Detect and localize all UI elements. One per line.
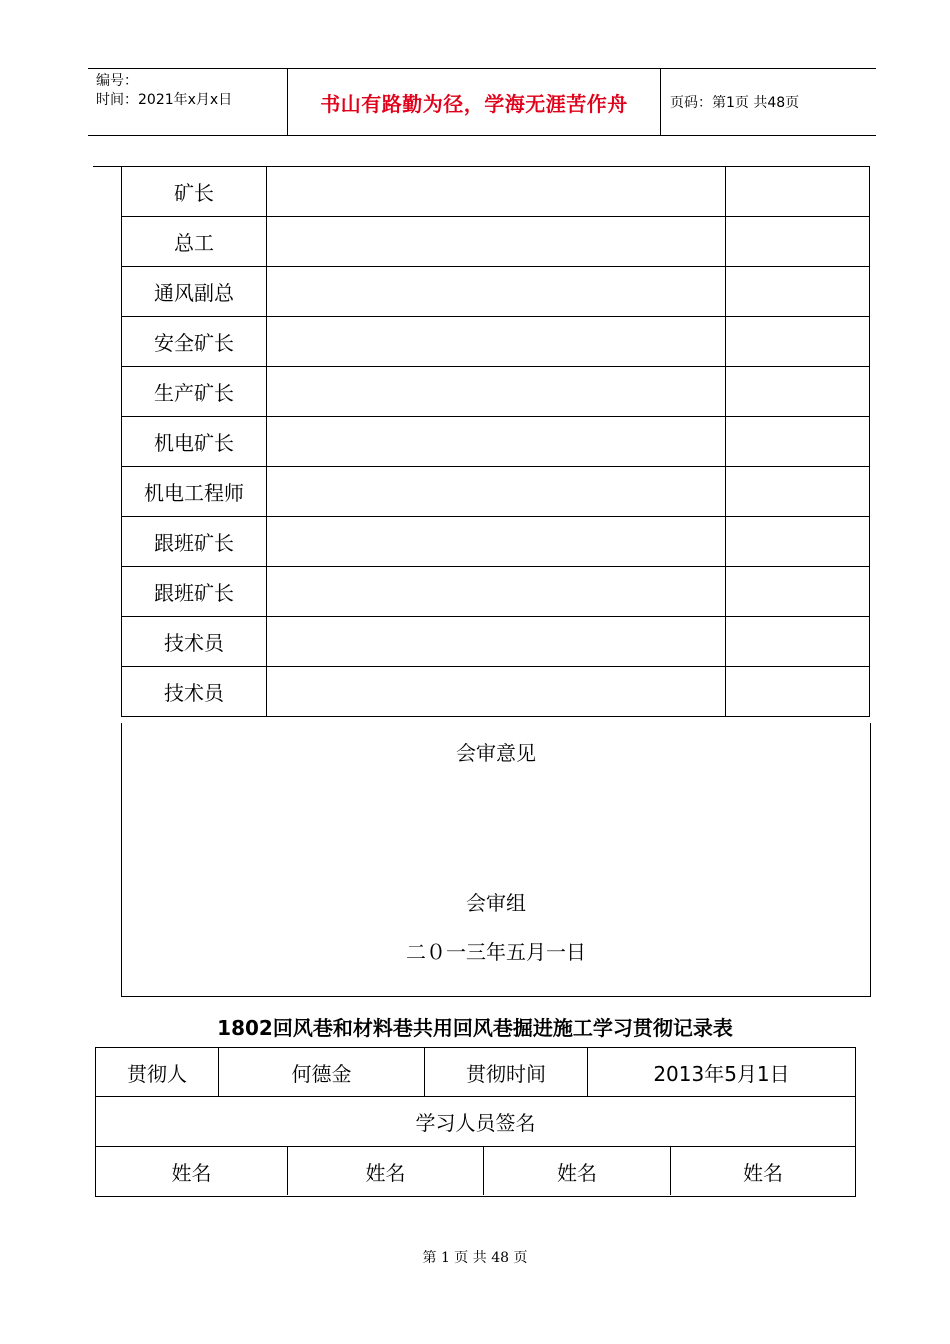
page-footer: 第 1 页 共 48 页 <box>422 1250 528 1266</box>
signature-row <box>122 317 870 367</box>
remark-cell[interactable] <box>726 417 870 467</box>
time-value: 2013年5月1日 <box>587 1048 855 1096</box>
remark-cell[interactable] <box>726 367 870 417</box>
role-label: 技术员 <box>122 617 267 667</box>
remark-cell[interactable] <box>726 217 870 267</box>
name-header: 姓名 <box>287 1147 483 1195</box>
signature-cell[interactable] <box>267 667 726 717</box>
role-label: 机电工程师 <box>122 467 267 517</box>
remark-cell[interactable] <box>726 467 870 517</box>
record-title: 1802回风巷和材料巷共用回风巷掘进施工学习贯彻记录表 <box>217 1016 733 1040</box>
name-header: 姓名 <box>670 1147 855 1195</box>
study-record-table <box>95 1047 856 1198</box>
signature-cell[interactable] <box>267 517 726 567</box>
signature-row <box>122 517 870 567</box>
signature-row <box>122 167 870 217</box>
signature-cell[interactable] <box>267 467 726 517</box>
role-label: 跟班矿长 <box>122 517 267 567</box>
signature-cell[interactable] <box>267 617 726 667</box>
time-label: 贯彻时间 <box>424 1048 587 1096</box>
signature-row <box>122 367 870 417</box>
role-label: 通风副总 <box>122 267 267 317</box>
name-header: 姓名 <box>171 1160 212 1185</box>
presenter-row <box>95 1047 856 1097</box>
signature-cell[interactable] <box>267 267 726 317</box>
table-stub-rule <box>93 166 122 167</box>
remark-cell[interactable] <box>726 667 870 717</box>
doc-number-label: 编号： <box>96 73 138 89</box>
signature-cell[interactable] <box>267 567 726 617</box>
role-label: 跟班矿长 <box>122 567 267 617</box>
signature-cell[interactable] <box>267 167 726 217</box>
signature-cell[interactable] <box>267 417 726 467</box>
header-page-info: 页码：第1页 共48页 <box>670 95 800 111</box>
review-group: 会审组 <box>466 891 526 915</box>
doc-time-label: 时间：2021年x月x日 <box>96 92 233 108</box>
signature-cell[interactable] <box>267 367 726 417</box>
signature-cell[interactable] <box>267 217 726 267</box>
remark-cell[interactable] <box>726 317 870 367</box>
signature-table <box>121 166 870 717</box>
header-motto: 书山有路勤为径，学海无涯苦作舟 <box>320 91 628 116</box>
signature-cell[interactable] <box>267 317 726 367</box>
header-divider <box>660 68 661 136</box>
role-label: 安全矿长 <box>122 317 267 367</box>
role-label: 总工 <box>122 217 267 267</box>
signature-row <box>122 267 870 317</box>
signature-row <box>122 667 870 717</box>
signature-row <box>122 617 870 667</box>
signature-row <box>122 417 870 467</box>
remark-cell[interactable] <box>726 567 870 617</box>
role-label: 技术员 <box>122 667 267 717</box>
remark-cell[interactable] <box>726 617 870 667</box>
remark-cell[interactable] <box>726 267 870 317</box>
header-meta <box>96 72 232 110</box>
sign-heading: 学习人员签名 <box>415 1110 536 1135</box>
remark-cell[interactable] <box>726 517 870 567</box>
review-date: 二０一三年五月一日 <box>406 940 586 964</box>
review-opinion-box <box>121 723 871 997</box>
signature-row <box>122 217 870 267</box>
role-label: 生产矿长 <box>122 367 267 417</box>
presenter-value: 何德金 <box>218 1048 424 1096</box>
presenter-label: 贯彻人 <box>127 1061 187 1086</box>
signature-row <box>122 567 870 617</box>
sign-heading-row <box>95 1097 856 1147</box>
role-label: 机电矿长 <box>122 417 267 467</box>
name-header: 姓名 <box>483 1147 670 1195</box>
role-label: 矿长 <box>122 167 267 217</box>
page-header <box>88 68 876 136</box>
signature-row <box>122 467 870 517</box>
name-header-row <box>95 1147 856 1197</box>
review-heading: 会审意见 <box>456 741 536 765</box>
remark-cell[interactable] <box>726 167 870 217</box>
